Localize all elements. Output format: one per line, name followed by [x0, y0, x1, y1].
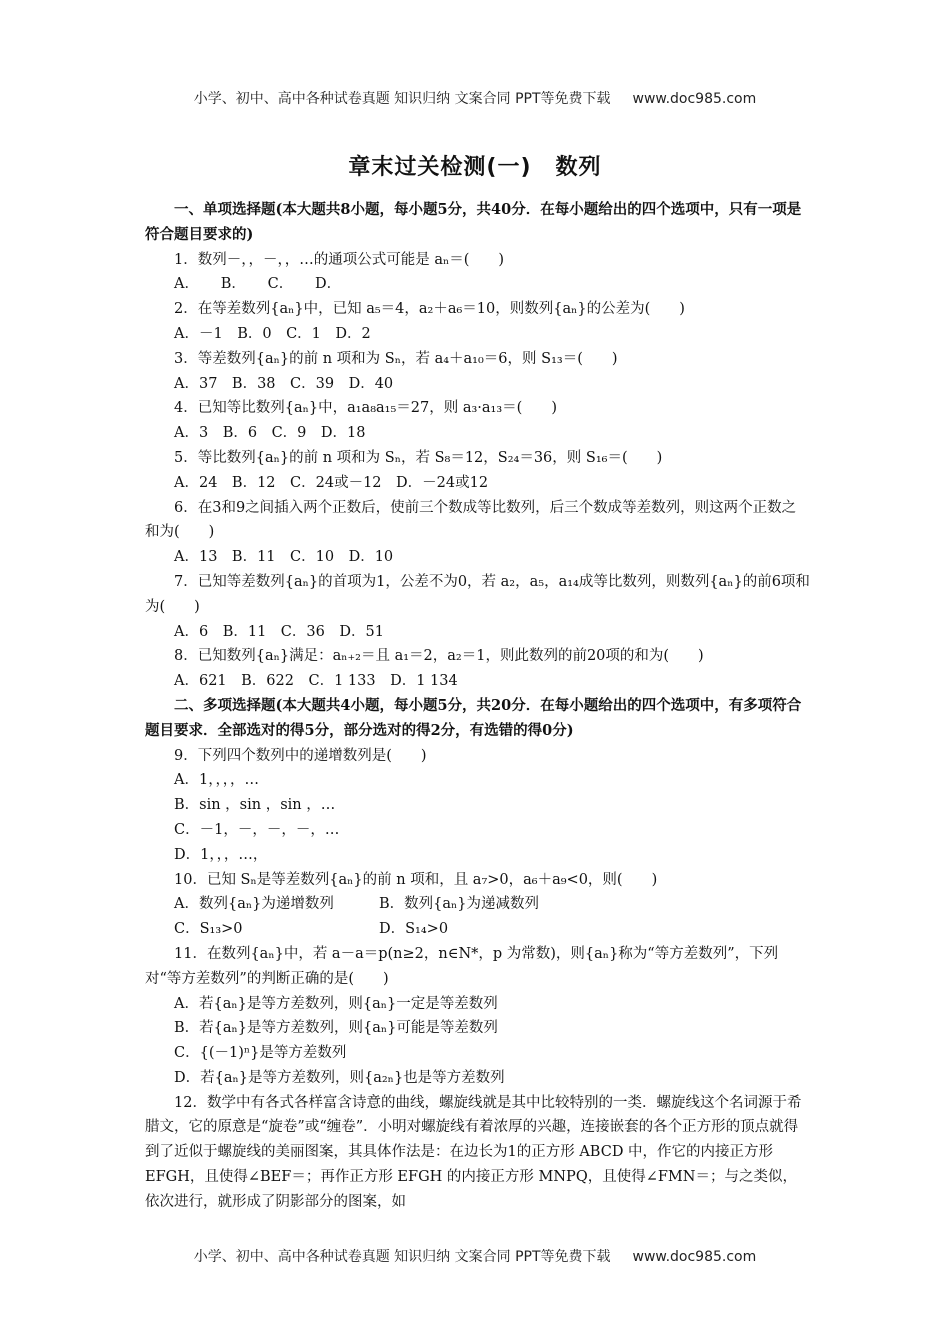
- question-1-options: A． B． C． D．: [174, 276, 342, 293]
- question-10-options-row-1: [145, 892, 810, 917]
- question-10-option-b: B．数列{aₙ}为递减数列: [379, 896, 540, 913]
- header-banner: [0, 88, 950, 108]
- question-10-option-d: D．S₁₄>0: [379, 921, 449, 938]
- exam-content: [145, 198, 810, 1215]
- question-6-options: A．13 B．11 C．10 D．10: [174, 549, 394, 566]
- section-heading-single-choice: 一、单项选择题(本大题共8小题，每小题5分，共40分．在每小题给出的四个选项中，只有一项是符合题目要求的): [145, 201, 802, 243]
- question-8: 8．已知数列{aₙ}满足：aₙ₊₂＝且 a₁＝2，a₂＝1，则此数列的前20项的和为( ): [174, 648, 704, 665]
- question-3-options: A．37 B．38 C．39 D．40: [174, 375, 394, 392]
- question-11: 11．在数列{aₙ}中，若 a－a＝p(n≥2，n∈N*，p 为常数)，则{aₙ}称为“等方差数列”，下列对“等方差数列”的判断正确的是( ): [145, 945, 779, 987]
- title-main: 章末过关检测(一): [348, 155, 532, 180]
- question-9-option-b: B．sin ，sin ，sin ，…: [174, 797, 336, 814]
- header-site-link[interactable]: www.doc985.com: [632, 91, 757, 107]
- section-heading-multiple-choice: 二、多项选择题(本大题共4小题，每小题5分，共20分．在每小题给出的四个选项中，有多项符合题目要求．全部选对的得5分，部分选对的得2分，有选错的得0分): [145, 696, 802, 739]
- page-title: [0, 150, 950, 181]
- question-4-options: A．3 B．6 C．9 D．18: [174, 425, 366, 442]
- question-7-options: A．6 B．11 C．36 D．51: [174, 623, 384, 640]
- footer-text: 小学、初中、高中各种试卷真题 知识归纳 文案合同 PPT等免费下载: [193, 1249, 611, 1265]
- question-11-option-c: C．{(－1)ⁿ}是等方差数列: [174, 1045, 347, 1062]
- question-9-option-a: A．1，，，，…: [174, 772, 259, 789]
- question-5: 5．等比数列{aₙ}的前 n 项和为 Sₙ，若 S₈＝12，S₂₄＝36，则 S₁₆＝( ): [174, 449, 663, 466]
- question-7: 7．已知等差数列{aₙ}的首项为1，公差不为0，若 a₂，a₅，a₁₄成等比数列，则数列{aₙ}的前6项和为( ): [145, 573, 810, 615]
- question-4: 4．已知等比数列{aₙ}中，a₁a₈a₁₅＝27，则 a₃·a₁₃＝( ): [174, 400, 557, 417]
- question-11-option-b: B．若{aₙ}是等方差数列，则{aₙ}可能是等差数列: [174, 1020, 498, 1037]
- question-2-options: A．－1 B．0 C．1 D．2: [174, 325, 371, 342]
- question-10-option-a: A．数列{aₙ}为递增数列: [174, 896, 334, 913]
- question-9: 9．下列四个数列中的递增数列是( ): [174, 747, 427, 764]
- question-5-options: A．24 B．12 C．24或－12 D．－24或12: [174, 474, 489, 491]
- title-sub: 数列: [555, 155, 602, 180]
- question-3: 3．等差数列{aₙ}的前 n 项和为 Sₙ，若 a₄＋a₁₀＝6，则 S₁₃＝( ): [174, 350, 618, 367]
- question-11-option-d: D．若{aₙ}是等方差数列，则{a₂ₙ}也是等方差数列: [174, 1069, 505, 1086]
- question-1: 1．数列－，，－，，…的通项公式可能是 aₙ＝( ): [174, 251, 505, 268]
- question-2: 2．在等差数列{aₙ}中，已知 a₅＝4，a₂＋a₆＝10，则数列{aₙ}的公差为( ): [174, 301, 685, 318]
- footer-banner: [0, 1246, 950, 1266]
- footer-site-link[interactable]: www.doc985.com: [632, 1249, 757, 1265]
- header-text: 小学、初中、高中各种试卷真题 知识归纳 文案合同 PPT等免费下载: [193, 91, 611, 107]
- question-9-option-c: C．－1，－，－，－，…: [174, 821, 340, 838]
- question-12: 12．数学中有各式各样富含诗意的曲线，螺旋线就是其中比较特别的一类．螺旋线这个名词源于希腊文，它的原意是“旋卷”或“缠卷”．小明对螺旋线有着浓厚的兴趣，连接嵌套的各个正方形的顶点就得到了近似于螺旋线的美丽图案，其具体作法是：在边长为1的正方形 ABCD 中，作它的内接正方形 EFGH，且使得∠BEF＝；再作正方形 EFGH 的内接正方形 MNPQ，且使得∠FMN＝；与之类似，依次进行，就形成了阴影部分的图案，如: [145, 1094, 802, 1210]
- question-10-option-c: C．S₁₃>0: [174, 921, 243, 938]
- question-9-option-d: D．1，，，…，: [174, 846, 268, 863]
- question-11-option-a: A．若{aₙ}是等方差数列，则{aₙ}一定是等差数列: [174, 995, 498, 1012]
- question-8-options: A．621 B．622 C．1 133 D．1 134: [174, 673, 458, 690]
- question-10: 10．已知 Sₙ是等差数列{aₙ}的前 n 项和，且 a₇>0，a₆＋a₉<0，则( ): [174, 871, 658, 888]
- question-10-options-row-2: [145, 917, 810, 942]
- question-6: 6．在3和9之间插入两个正数后，使前三个数成等比数列，后三个数成等差数列，则这两个正数之和为( ): [145, 499, 797, 541]
